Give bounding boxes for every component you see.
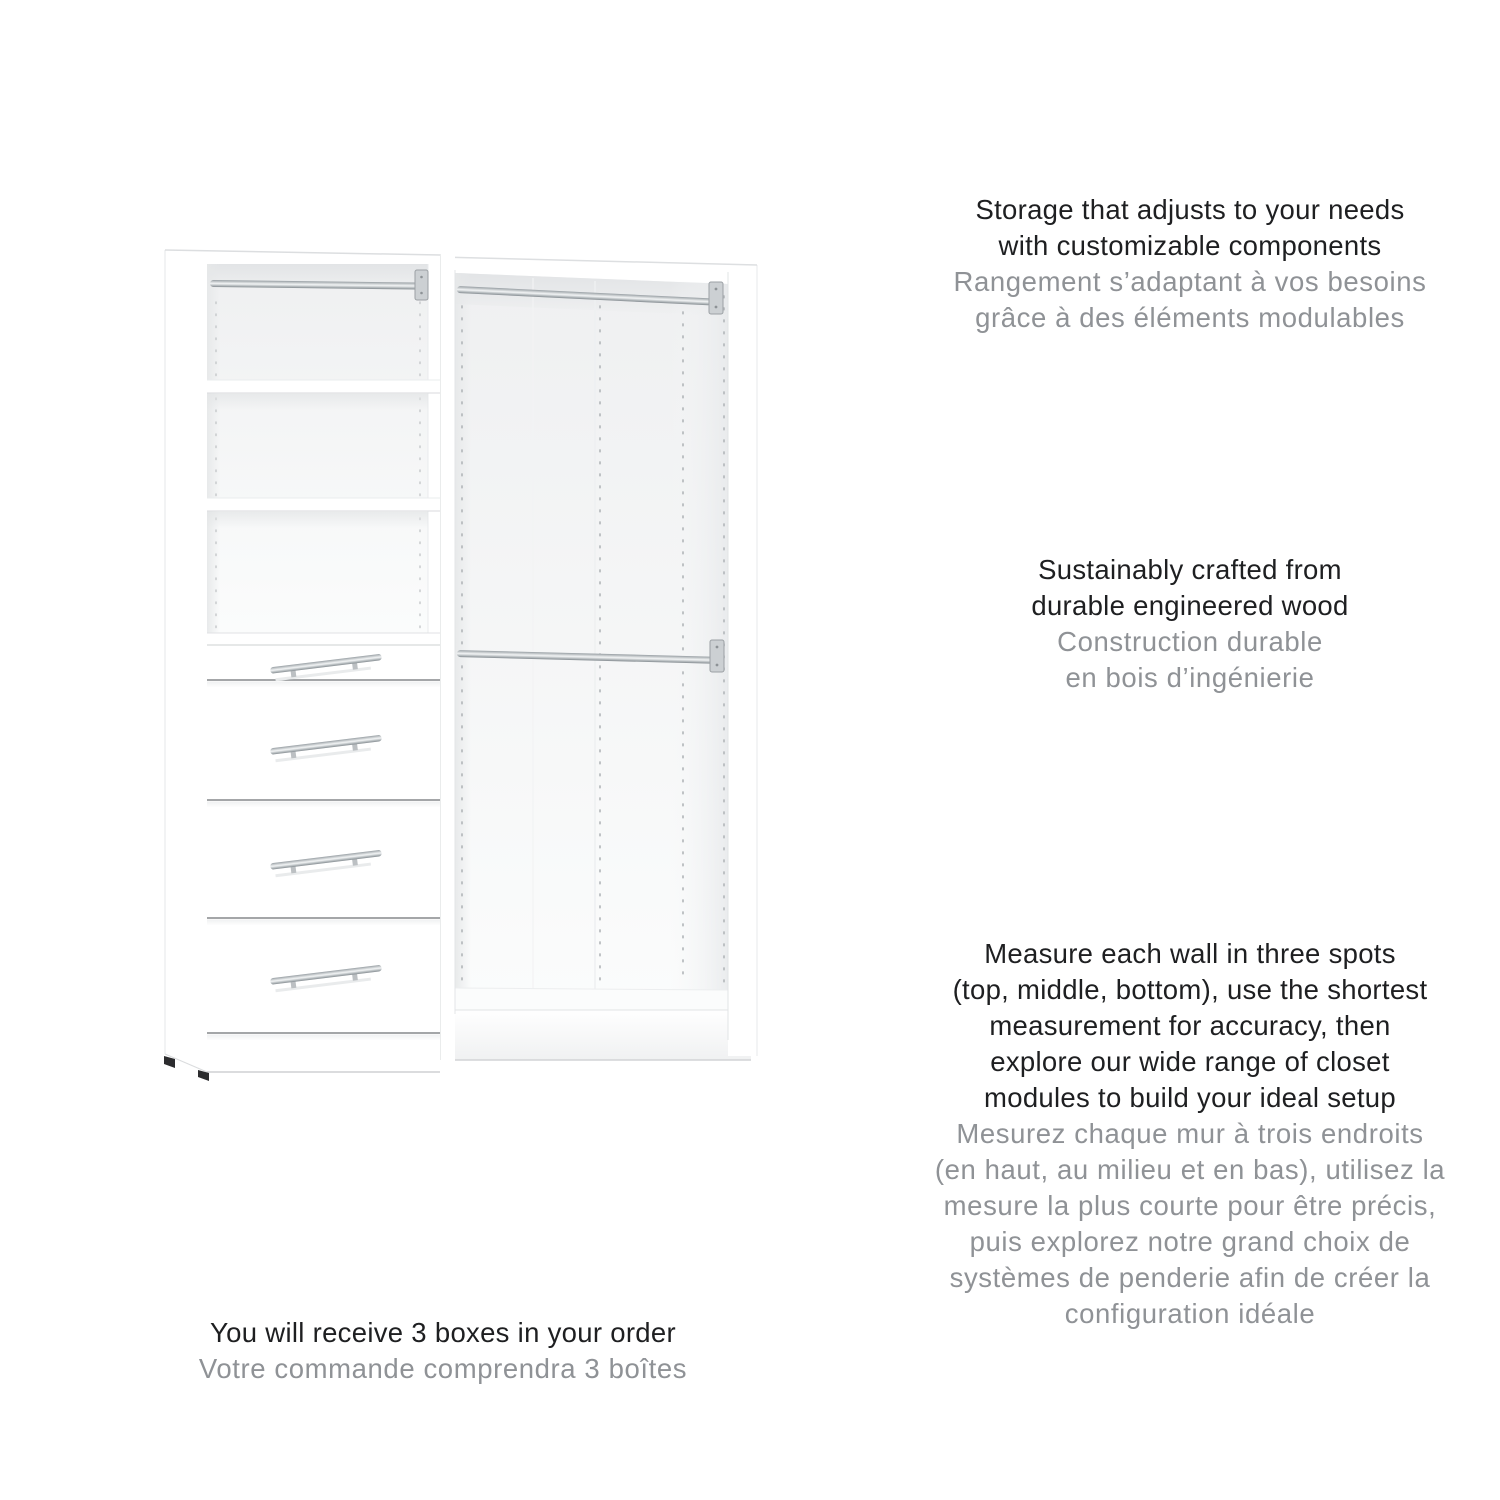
annotation-fr-line: mesure la plus courte pour être précis, — [943, 1190, 1437, 1221]
rod-bracket — [415, 270, 428, 300]
interior-left-shadow — [455, 273, 471, 1014]
closet-organizer-illustration — [150, 240, 775, 1120]
annotation-en-line: Sustainably crafted from — [1038, 554, 1342, 585]
shelf — [207, 380, 440, 410]
annotation-en-line: You will receive 3 boxes in your order — [210, 1317, 676, 1348]
center-divider-panel — [440, 254, 455, 1060]
annotation-fr-line: configuration idéale — [1064, 1298, 1316, 1329]
annotation-fr-line: Rangement s’adaptant à vos besoins — [953, 266, 1427, 297]
annotation-fr-line: Construction durable — [1057, 626, 1323, 657]
annotation-en-line: with customizable components — [998, 230, 1382, 261]
annotation-en-line: Measure each wall in three spots — [984, 938, 1396, 969]
closet-organizer-drawing — [150, 240, 775, 1120]
right-frame-panel — [728, 265, 757, 1056]
rod-bracket — [710, 640, 724, 672]
annotation-measure-walls — [880, 936, 1500, 1332]
annotation-adjustable-storage — [890, 192, 1490, 336]
annotation-fr-line: systèmes de penderie afin de créer la — [949, 1262, 1431, 1293]
annotation-en-line: (top, middle, bottom), use the shortest — [952, 974, 1428, 1005]
shelf-drawer-tower — [164, 250, 440, 1081]
toe-kick-base — [455, 1010, 751, 1060]
annotation-sustainable — [890, 552, 1490, 696]
annotation-fr-line: grâce à des éléments modulables — [975, 302, 1405, 333]
annotation-fr-line: Votre commande comprendra 3 boîtes — [198, 1353, 688, 1384]
annotation-en-line: measurement for accuracy, then — [989, 1010, 1391, 1041]
cubby-floor — [207, 633, 440, 645]
annotation-en-line: durable engineered wood — [1031, 590, 1349, 621]
annotation-fr-line: en bois d’ingénierie — [1065, 662, 1315, 693]
annotation-fr-line: puis explorez notre grand choix de — [969, 1226, 1411, 1257]
tower-side-panel — [165, 250, 207, 1072]
annotation-en-line: Storage that adjusts to your needs — [975, 194, 1405, 225]
annotation-fr-line: (en haut, au milieu et en bas), utilisez la — [934, 1154, 1446, 1185]
shelf — [207, 498, 440, 528]
annotation-box-count — [143, 1315, 743, 1387]
tower-interior — [207, 264, 428, 633]
annotation-fr-line: Mesurez chaque mur à trois endroits — [956, 1118, 1424, 1149]
annotation-en-line: explore our wide range of closet — [990, 1046, 1390, 1077]
open-hanging-section — [440, 257, 757, 1060]
rod-bracket — [709, 282, 723, 314]
annotation-en-line: modules to build your ideal setup — [984, 1082, 1396, 1113]
section-floor — [455, 988, 746, 1010]
tower-interior-left-shadow — [207, 264, 220, 633]
